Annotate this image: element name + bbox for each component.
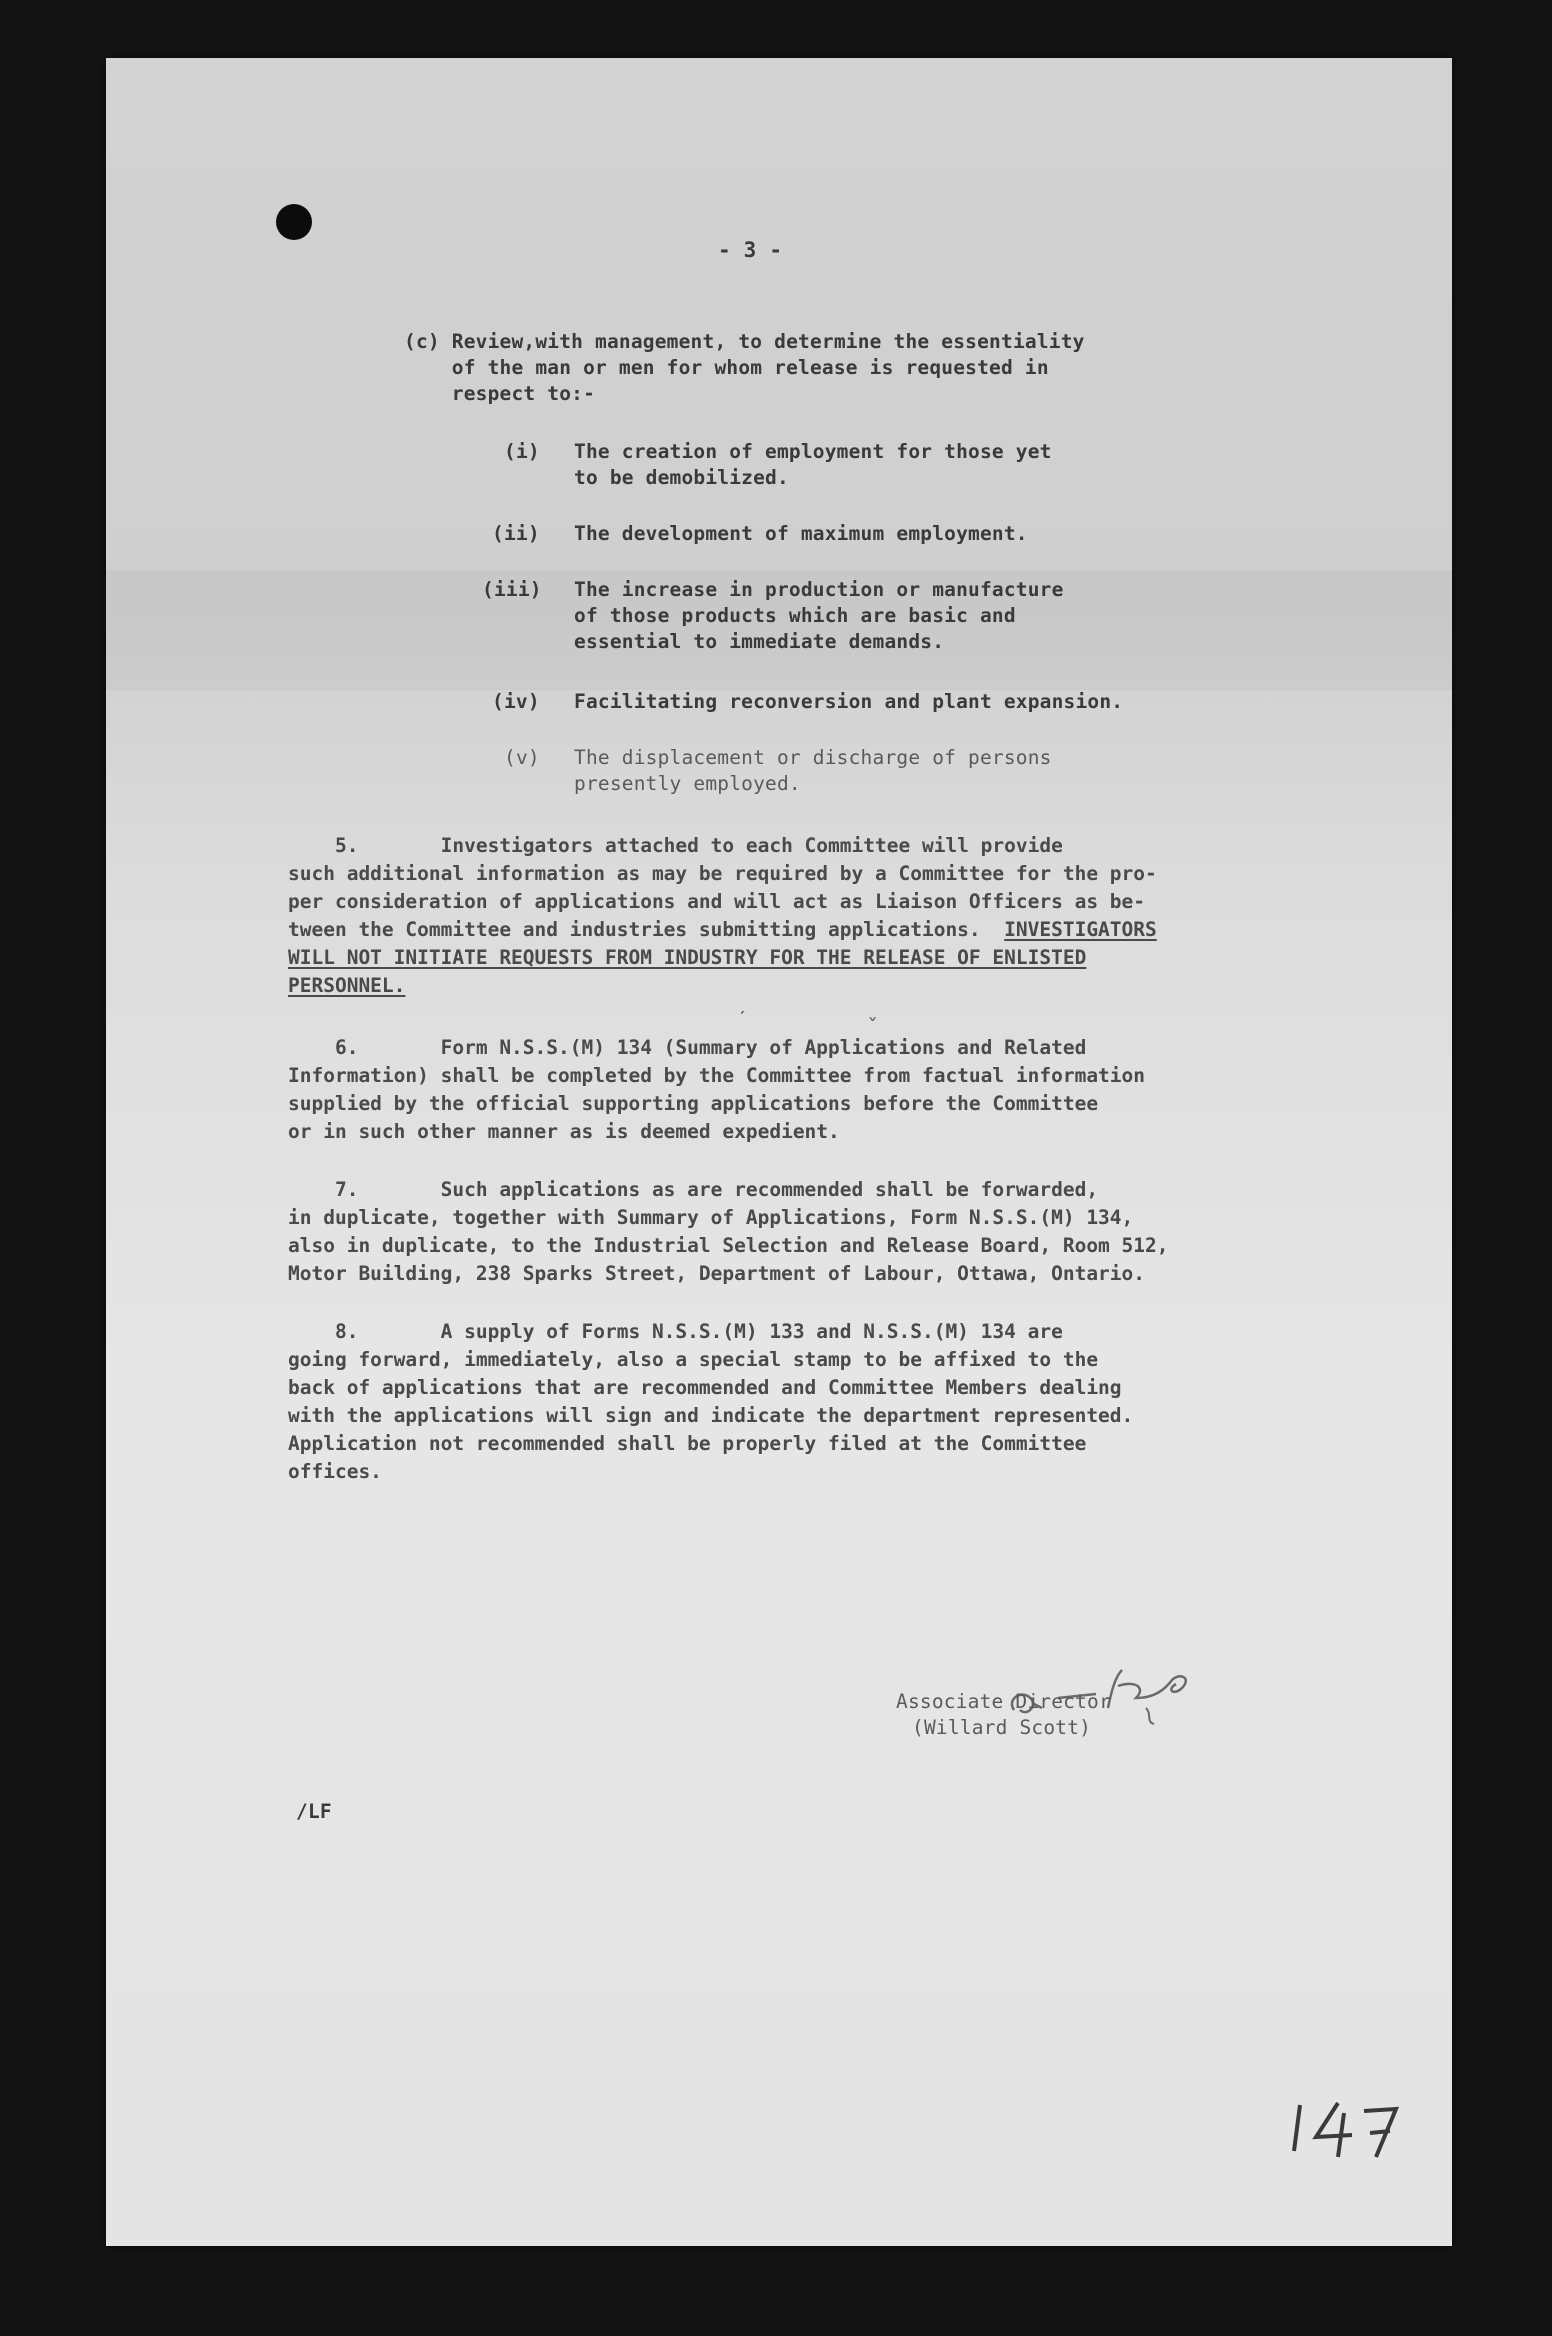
document-page: [106, 58, 1452, 2246]
subitem-line: to be demobilized.: [574, 466, 789, 489]
stray-mark: ˇ: [866, 1016, 880, 1041]
punch-hole: [276, 204, 312, 240]
subitem-line: presently employed.: [574, 772, 801, 795]
subitem-number: (i): [504, 440, 540, 463]
item-c-line: respect to:-: [404, 382, 596, 405]
emphasis-line: PERSONNEL.: [288, 974, 406, 997]
paragraph-line: 8. A supply of Forms N.S.S.(M) 133 and N.S.S.(M) 134 are: [288, 1320, 1063, 1343]
paragraph-line: 5. Investigators attached to each Committee will provide: [288, 834, 1063, 857]
subitem-line: Facilitating reconversion and plant expansion.: [574, 690, 1124, 713]
subitem-line: The displacement or discharge of persons: [574, 746, 1052, 769]
subitem-line: The development of maximum employment.: [574, 522, 1028, 545]
subitem-number: (iii): [482, 578, 542, 601]
paragraph-line: or in such other manner as is deemed expedient.: [288, 1120, 840, 1143]
paragraph-line: offices.: [288, 1460, 382, 1483]
paragraph-line: back of applications that are recommended and Committee Members dealing: [288, 1376, 1122, 1399]
subitem-number: (ii): [492, 522, 540, 545]
paragraph-line: going forward, immediately, also a special stamp to be affixed to the: [288, 1348, 1099, 1371]
subitem-number: (iv): [492, 690, 540, 713]
paragraph-line: 6. Form N.S.S.(M) 134 (Summary of Applications and Related: [288, 1036, 1087, 1059]
subitem-line: of those products which are basic and: [574, 604, 1016, 627]
item-c-line: (c) Review,with management, to determine the essentiality: [404, 330, 1085, 353]
subitem-line: The creation of employment for those yet: [574, 440, 1052, 463]
signature-name: (Willard Scott): [912, 1716, 1092, 1739]
paragraph-line: 7. Such applications as are recommended shall be forwarded,: [288, 1178, 1099, 1201]
paragraph-line: Motor Building, 238 Sparks Street, Department of Labour, Ottawa, Ontario.: [288, 1262, 1146, 1285]
paragraph-text: tween the Committee and industries submitting applications.: [288, 918, 1005, 941]
subitem-line: The increase in production or manufacture: [574, 578, 1064, 601]
handwritten-page-number: [1286, 2093, 1406, 2163]
paragraph-line: also in duplicate, to the Industrial Selection and Release Board, Room 512,: [288, 1234, 1169, 1257]
typist-initials: /LF: [296, 1800, 332, 1823]
stray-mark: ˊ: [736, 1008, 750, 1033]
item-c-line: of the man or men for whom release is requested in: [404, 356, 1049, 379]
paragraph-line: with the applications will sign and indicate the department represented.: [288, 1404, 1134, 1427]
paragraph-line: [288, 916, 1157, 944]
subitem-number: (v): [504, 746, 540, 769]
paragraph-line: per consideration of applications and will act as Liaison Officers as be-: [288, 890, 1146, 913]
paragraph-line: Application not recommended shall be properly filed at the Committee: [288, 1432, 1087, 1455]
subitem-line: essential to immediate demands.: [574, 630, 945, 653]
emphasis-text: INVESTIGATORS: [1004, 918, 1157, 941]
signature-title: Associate Director: [896, 1690, 1111, 1713]
page-number: - 3 -: [718, 238, 783, 262]
paragraph-line: in duplicate, together with Summary of Applications, Form N.S.S.(M) 134,: [288, 1206, 1134, 1229]
paragraph-line: such additional information as may be required by a Committee for the pro-: [288, 862, 1157, 885]
paragraph-line: supplied by the official supporting applications before the Committee: [288, 1092, 1099, 1115]
emphasis-line: WILL NOT INITIATE REQUESTS FROM INDUSTRY FOR THE RELEASE OF ENLISTED: [288, 946, 1087, 969]
paragraph-line: Information) shall be completed by the Committee from factual information: [288, 1064, 1146, 1087]
